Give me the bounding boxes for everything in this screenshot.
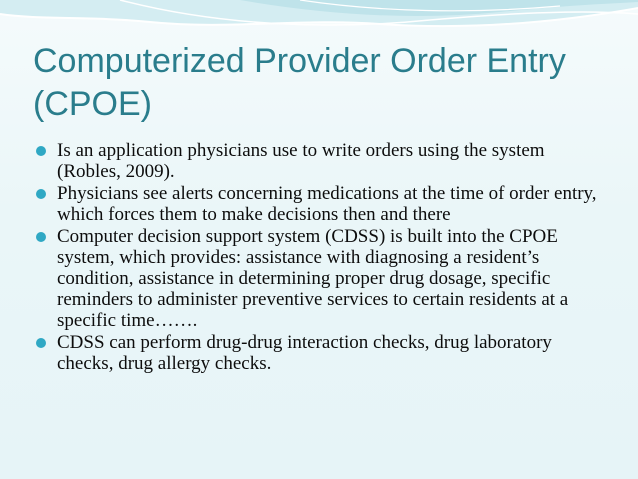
list-item: [33, 183, 613, 225]
bullet-text: Is an application physicians use to write orders using the system (Robles, 2009).: [57, 140, 545, 182]
bullet-icon: [36, 232, 46, 242]
bullet-icon: [36, 338, 46, 348]
list-item: [33, 226, 613, 331]
slide-title: Computerized Provider Order Entry (CPOE): [33, 42, 566, 123]
bullet-text: CDSS can perform drug-drug interaction checks, drug laboratory checks, drug allergy checks.: [57, 332, 552, 374]
list-item: [33, 332, 613, 374]
bullet-list: [33, 140, 613, 375]
bullet-text: Computer decision support system (CDSS) is built into the CPOE system, which provides: assistance with diagnosing a resident’s condition, assistance in determining proper drug dosage, specific reminders to administer preventive services to certain residents at a specific time…….: [57, 226, 569, 331]
list-item: [33, 140, 613, 182]
bullet-icon: [36, 189, 46, 199]
bullet-icon: [36, 146, 46, 156]
bullet-text: Physicians see alerts concerning medications at the time of order entry, which forces them to make decisions then and there: [57, 183, 597, 225]
